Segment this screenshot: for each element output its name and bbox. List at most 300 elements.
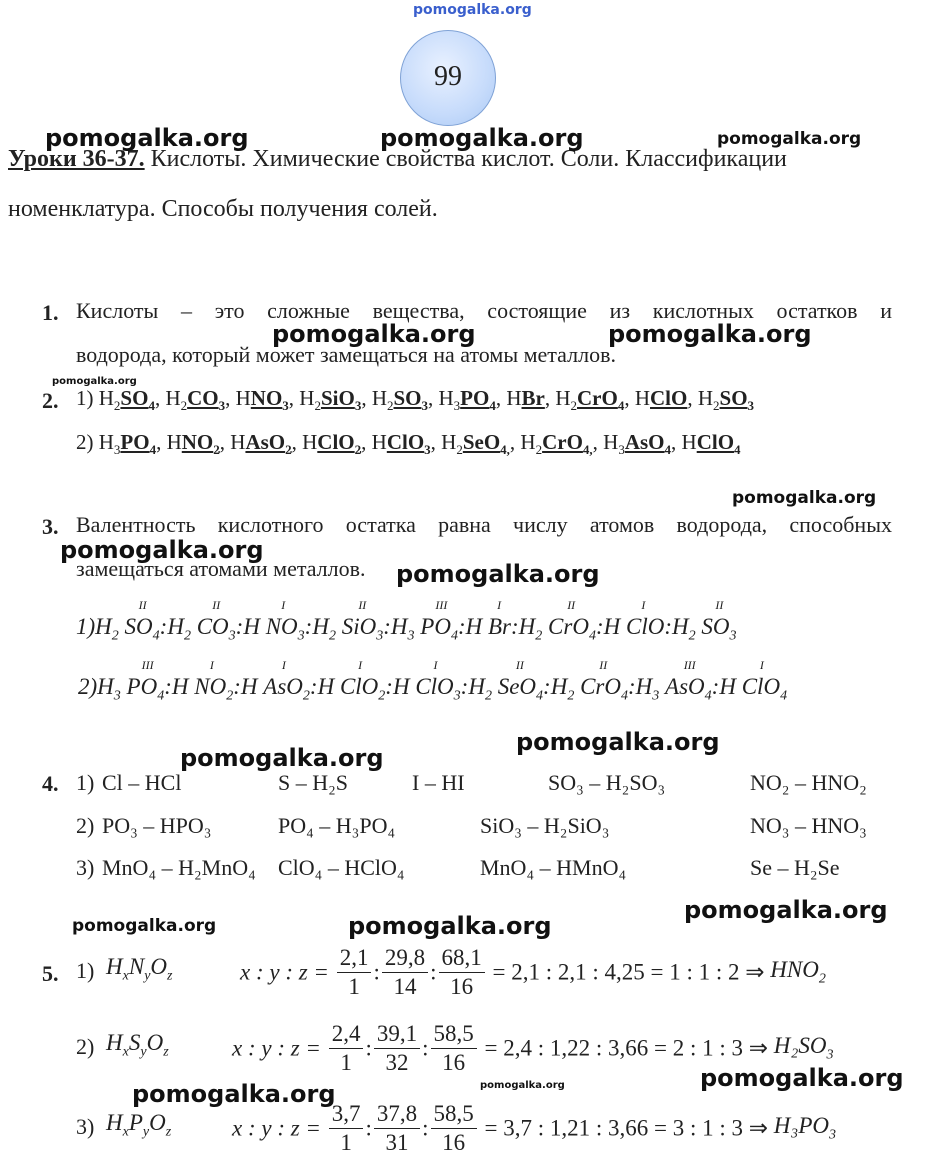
- subscript: 2: [213, 442, 220, 458]
- row-label: 2): [76, 1034, 95, 1059]
- subscript: 2: [386, 398, 394, 414]
- acid-pair: Se – H₂Se: [750, 855, 840, 880]
- residue-text: SO: [701, 614, 730, 639]
- acid-pair: MnO₄ – HMnO₄: [480, 855, 627, 880]
- watermark: pomogalka.org: [272, 320, 476, 348]
- subscript: 2: [713, 398, 720, 414]
- watermark: pomogalka.org: [396, 560, 600, 588]
- acid-valence-formula: [95, 598, 160, 644]
- subscript: 3: [826, 1047, 834, 1063]
- task1-line1: Кислоты – это сложные вещества, состоящие из кислотных остатков и: [76, 298, 892, 323]
- residue-text: SeO: [497, 674, 537, 699]
- result-text: H₂SO: [773, 1033, 827, 1059]
- subscript: 4: [621, 688, 628, 704]
- separator: ,: [291, 430, 303, 454]
- valence-mark: III: [435, 598, 448, 612]
- hydrogen: H: [697, 386, 714, 410]
- subscript: 4: [152, 628, 160, 644]
- task2-row2: [76, 430, 741, 458]
- watermark: pomogalka.org: [348, 912, 552, 940]
- residue-text: ClO: [625, 614, 665, 639]
- acid-valence-formula: [672, 598, 737, 644]
- residue-text: AsO: [624, 430, 665, 454]
- hydrogen: H: [299, 386, 315, 410]
- denominator: 32: [385, 1050, 409, 1075]
- hydrogen: H: [438, 386, 454, 410]
- valence-mark: III: [141, 658, 154, 672]
- hydrogen: H: [95, 614, 112, 639]
- index: y: [142, 1124, 150, 1140]
- numerator: 3,7: [329, 1100, 364, 1129]
- hydrogen: H: [235, 386, 251, 410]
- separator: :: [159, 614, 168, 639]
- separator: ,: [156, 430, 167, 454]
- acid-residue: [181, 430, 220, 458]
- watermark: pomogalka.org: [72, 916, 217, 936]
- watermark: pomogalka.org: [684, 896, 888, 924]
- valence-mark: II: [599, 658, 608, 672]
- hydrogen: H: [230, 430, 246, 454]
- row-label: 1): [76, 958, 95, 983]
- subscript: 3: [729, 628, 737, 644]
- acid-formula: [520, 430, 593, 458]
- denominator: 1: [340, 1050, 352, 1075]
- fraction: [439, 944, 485, 1001]
- separator: ,: [288, 386, 300, 410]
- subscript: 2: [302, 688, 310, 704]
- hydrogen: H: [98, 386, 114, 410]
- fraction: [374, 1020, 420, 1077]
- numerator: 29,8: [382, 944, 428, 973]
- acid-valence-formula: [312, 598, 384, 644]
- acid-pair: PO₃ – HPO₃: [102, 813, 212, 838]
- acid-residue: [420, 598, 458, 645]
- denominator: 16: [442, 1130, 466, 1155]
- hydrogen: H: [312, 614, 329, 639]
- separator: ,: [671, 430, 682, 454]
- subscript: 2: [183, 628, 191, 644]
- valence-mark: II: [138, 598, 147, 612]
- task1-line2: водорода, который может замещаться на атомы металлов.: [76, 342, 616, 367]
- separator: ,: [361, 386, 372, 410]
- subscript: 2: [285, 442, 292, 458]
- general-formula: [106, 954, 172, 985]
- residue-text: ClO: [741, 674, 781, 699]
- subscript: 2: [567, 688, 575, 704]
- residue-text: NO: [265, 614, 298, 639]
- acid-valence-formula: [465, 598, 511, 639]
- subscript: 2: [180, 398, 188, 414]
- acid-formula: [302, 430, 362, 458]
- subscript: 3: [228, 628, 236, 644]
- acid-residue: [320, 386, 362, 414]
- subscript: 3: [282, 398, 289, 414]
- hydrogen: H: [506, 386, 522, 410]
- subscript: 2: [456, 442, 463, 458]
- separator: :: [457, 614, 466, 639]
- watermark: pomogalka.org: [45, 124, 249, 152]
- row-label: 3): [76, 855, 95, 880]
- acid-valence-formula: [550, 658, 628, 704]
- acid-formula: [635, 386, 688, 410]
- acid-pair: SiO₃ – H₂SiO₃: [480, 813, 610, 838]
- acid-pair: MnO₄ – H₂MnO₄: [102, 855, 256, 880]
- acid-residue: [580, 658, 628, 705]
- subscript: 4: [149, 442, 157, 458]
- hydrogen: H: [555, 386, 571, 410]
- index: z: [163, 1044, 169, 1060]
- separator: :: [373, 959, 380, 985]
- acid-valence-formula: [518, 598, 596, 644]
- subscript: 2: [688, 628, 696, 644]
- valence-mark: I: [281, 598, 286, 612]
- separator: :: [460, 674, 469, 699]
- watermark: pomogalka.org: [480, 1080, 565, 1091]
- subscript: 2: [484, 688, 492, 704]
- subscript: 2: [818, 971, 826, 987]
- acid-formula: [371, 386, 428, 414]
- acid-pair: NO₃ – HNO₃: [750, 813, 867, 838]
- acid-residue: [341, 598, 384, 645]
- residue-text: SO: [719, 386, 748, 410]
- acid-pair: SO₃ – H₂SO₃: [548, 770, 666, 795]
- hydrogen: H: [635, 674, 653, 699]
- subscript: 3: [424, 442, 431, 458]
- acid-residue: [194, 658, 234, 705]
- subscript: 3: [218, 398, 226, 414]
- row-label: 1): [76, 614, 96, 639]
- residue-text: NO: [194, 674, 227, 699]
- acid-residue: [665, 658, 712, 705]
- hydrogen: H: [390, 614, 408, 639]
- separator: ,: [219, 430, 231, 454]
- row-label: 1): [76, 386, 99, 410]
- acid-residue: [487, 598, 511, 640]
- ratio-rhs: = 2,4 : 1,22 : 3,66 = 2 : 1 : 3 ⇒: [478, 1035, 774, 1061]
- valence-mark: II: [567, 598, 576, 612]
- element: H: [106, 1030, 123, 1055]
- watermark: pomogalka.org: [132, 1080, 336, 1108]
- residue-text: CrO: [548, 614, 589, 639]
- subscript: 4,: [582, 442, 593, 458]
- element: O: [150, 954, 168, 979]
- watermark: pomogalka.org: [52, 376, 137, 387]
- residue-text: AsO: [665, 674, 705, 699]
- hydrogen: H: [518, 614, 536, 639]
- result-text: HNO: [770, 957, 819, 983]
- subscript: 3: [113, 688, 121, 704]
- hydrogen: H: [468, 674, 485, 699]
- hydrogen: H: [672, 614, 689, 639]
- residue-text: CrO: [577, 386, 618, 410]
- fraction: [431, 1020, 477, 1077]
- subscript: 4: [704, 688, 712, 704]
- subscript: 4: [489, 398, 496, 414]
- hydrogen: H: [719, 674, 736, 699]
- hydrogen: H: [98, 430, 114, 454]
- residue-text: SO: [393, 386, 422, 410]
- hydrogen: H: [97, 674, 114, 699]
- watermark: pomogalka.org: [732, 488, 877, 508]
- separator: :: [164, 674, 172, 699]
- task2-row1: [76, 386, 754, 414]
- subscript: 4: [617, 398, 625, 414]
- acid-residue: [696, 430, 741, 458]
- ratio-rhs: = 2,1 : 2,1 : 4,25 = 1 : 1 : 2 ⇒: [486, 959, 771, 985]
- residue-text: PO: [420, 614, 451, 639]
- separator: ,: [624, 386, 635, 410]
- separator: ,: [430, 430, 442, 454]
- valence-mark: I: [433, 658, 438, 672]
- hydrogen: H: [240, 674, 258, 699]
- watermark: pomogalka.org: [60, 536, 264, 564]
- lesson-title-line2: номенклатура. Способы получения солей.: [8, 196, 438, 222]
- element: O: [149, 1110, 166, 1135]
- task3-line2: замещаться атомами металлов.: [76, 556, 366, 581]
- residue-text: SO: [120, 386, 149, 410]
- fraction: [337, 944, 372, 1001]
- separator: :: [309, 674, 318, 699]
- acid-residue: [577, 386, 625, 414]
- acid-residue: [624, 430, 672, 458]
- acid-valence-formula: [603, 598, 665, 639]
- separator: :: [510, 614, 519, 639]
- acid-valence-formula: [97, 658, 165, 704]
- index: x: [122, 968, 129, 984]
- index: x: [122, 1124, 129, 1140]
- hydrogen: H: [317, 674, 335, 699]
- subscript: 4: [536, 688, 544, 704]
- watermark: pomogalka.org: [380, 124, 584, 152]
- result-formula: [773, 1113, 837, 1143]
- denominator: 16: [450, 974, 474, 999]
- residue-text: ClO: [386, 430, 425, 454]
- fraction: [329, 1020, 364, 1077]
- acid-residue: [120, 430, 157, 458]
- separator: ,: [225, 386, 236, 410]
- numerator: 39,1: [374, 1020, 420, 1049]
- separator: :: [422, 1115, 429, 1141]
- subscript: 4: [780, 688, 788, 704]
- separator: :: [711, 674, 720, 699]
- subscript: 2: [535, 628, 543, 644]
- hydrogen: H: [550, 674, 568, 699]
- numerator: 2,1: [337, 944, 372, 973]
- ratio-rhs: = 3,7 : 1,21 : 3,66 = 3 : 1 : 3 ⇒: [478, 1115, 774, 1141]
- subscript: 4: [664, 442, 672, 458]
- ratio-lhs: x : y : z =: [232, 1035, 327, 1061]
- watermark: pomogalka.org: [717, 129, 862, 149]
- acid-formula: [441, 430, 510, 458]
- acid-residue: [317, 430, 362, 458]
- separator: :: [233, 674, 241, 699]
- valence-mark: I: [759, 658, 764, 672]
- task3-row2: [78, 660, 787, 705]
- denominator: 31: [385, 1130, 409, 1155]
- acid-residue: [245, 430, 292, 458]
- acid-residue: [625, 598, 665, 640]
- numerator: 58,5: [431, 1020, 477, 1049]
- subscript: 3: [113, 442, 121, 458]
- acid-residue: [196, 598, 236, 645]
- element: H: [106, 1110, 123, 1135]
- residue-text: SO: [124, 614, 153, 639]
- acid-residue: [386, 430, 431, 458]
- residue-text: ClO: [415, 674, 454, 699]
- acid-residue: [548, 598, 596, 645]
- general-formula: [106, 1030, 169, 1061]
- residue-text: ClO: [339, 674, 379, 699]
- acid-formula: [165, 386, 226, 414]
- separator: :: [365, 1035, 372, 1061]
- residue-text: AsO: [245, 430, 286, 454]
- separator: ,: [428, 386, 439, 410]
- acid-pair: PO₄ – H₃PO₄: [278, 813, 396, 838]
- acid-residue: [415, 658, 461, 705]
- acid-residue: [650, 386, 687, 410]
- lesson-title-text: Кислоты. Химические свойства кислот. Соли. Классификации: [144, 146, 787, 172]
- subscript: 3: [376, 628, 384, 644]
- watermark: pomogalka.org: [608, 320, 812, 348]
- valence-mark: II: [212, 598, 221, 612]
- valence-mark: I: [641, 598, 646, 612]
- residue-text: NO: [250, 386, 283, 410]
- acid-residue: [542, 430, 593, 458]
- task3-number: 3.: [42, 514, 59, 539]
- element: P: [128, 1110, 143, 1135]
- separator: :: [430, 959, 437, 985]
- subscript: 3: [453, 398, 461, 414]
- residue-text: AsO: [263, 674, 303, 699]
- row-label: 1): [76, 770, 95, 795]
- separator: ,: [495, 386, 507, 410]
- fraction: [374, 1100, 420, 1157]
- subscript: 2: [354, 442, 362, 458]
- residue-text: SiO: [320, 386, 355, 410]
- acid-valence-formula: [392, 658, 461, 704]
- hydrogen: H: [634, 386, 651, 410]
- fraction: [382, 944, 428, 1001]
- numerator: 68,1: [439, 944, 485, 973]
- residue-text: CrO: [542, 430, 583, 454]
- acid-pair: ClO₄ – HClO₄: [278, 855, 405, 880]
- acid-residue: [393, 386, 428, 414]
- residue-text: ClO: [696, 430, 735, 454]
- watermark: pomogalka.org: [180, 744, 384, 772]
- subscript: 2: [111, 628, 119, 644]
- separator: :: [422, 1035, 429, 1061]
- acid-residue: [263, 658, 310, 705]
- subscript: 3: [297, 628, 305, 644]
- acid-formula: [697, 386, 755, 414]
- index: x: [122, 1044, 129, 1060]
- lesson-number: Уроки 36-37.: [8, 146, 145, 172]
- result-text: H₃PO: [773, 1113, 830, 1139]
- element: H: [106, 954, 123, 979]
- subscript: 2: [328, 628, 336, 644]
- acid-residue: [522, 386, 545, 410]
- acid-valence-formula: [167, 598, 236, 644]
- residue-text: CrO: [580, 674, 621, 699]
- valence-mark: II: [715, 598, 724, 612]
- residue-text: SiO: [341, 614, 377, 639]
- row-label: 2): [78, 674, 98, 699]
- hydrogen: H: [165, 386, 181, 410]
- valence-mark: III: [683, 658, 696, 672]
- acid-formula: [98, 430, 157, 458]
- valence-mark: I: [497, 598, 502, 612]
- acid-valence-formula: [390, 598, 458, 644]
- acid-pair: NO₂ – HNO₂: [750, 770, 867, 795]
- acid-residue: [265, 598, 305, 645]
- valence-mark: I: [209, 658, 214, 672]
- ratio-equation: [240, 944, 826, 1001]
- separator: ,: [154, 386, 166, 410]
- residue-text: NO: [181, 430, 214, 454]
- subscript: 3: [453, 688, 461, 704]
- subscript: 2: [226, 688, 234, 704]
- hydrogen: H: [302, 430, 318, 454]
- row-label: 2): [76, 813, 95, 838]
- general-formula: [106, 1110, 171, 1141]
- separator: ,: [361, 430, 372, 454]
- index: z: [167, 968, 173, 984]
- separator: ,: [509, 430, 521, 454]
- acid-pair: Cl – HCl: [102, 770, 182, 795]
- separator: :: [385, 674, 393, 699]
- numerator: 37,8: [374, 1100, 420, 1129]
- row-label: 2): [76, 430, 99, 454]
- acid-valence-formula: [171, 658, 234, 704]
- residue-text: PO: [460, 386, 490, 410]
- acid-valence-formula: [243, 598, 305, 644]
- acid-residue: [719, 386, 755, 414]
- result-formula: [770, 957, 826, 987]
- numerator: 58,5: [431, 1100, 477, 1129]
- valence-mark: I: [281, 658, 286, 672]
- subscript: 3: [407, 628, 415, 644]
- index: y: [140, 1044, 147, 1060]
- task1-number: 1.: [42, 300, 59, 325]
- watermark: pomogalka.org: [516, 728, 720, 756]
- task4-number: 4.: [42, 771, 59, 796]
- subscript: 3: [618, 442, 625, 458]
- ratio-lhs: x : y : z =: [232, 1115, 327, 1141]
- subscript: 3: [829, 1127, 837, 1143]
- ratio-equation: [232, 1100, 836, 1157]
- acid-pair: S – H₂S: [278, 770, 349, 795]
- watermark: pomogalka.org: [700, 1064, 904, 1092]
- acid-formula: [603, 430, 672, 458]
- separator: :: [235, 614, 244, 639]
- subscript: 4: [157, 688, 165, 704]
- separator: :: [543, 674, 551, 699]
- valence-mark: I: [358, 658, 363, 672]
- acid-residue: [497, 658, 544, 705]
- acid-residue: [126, 658, 165, 705]
- subscript: 2: [570, 398, 578, 414]
- subscript: 2: [378, 688, 386, 704]
- hydrogen: H: [603, 430, 619, 454]
- acid-valence-formula: [635, 658, 712, 704]
- subscript: 3: [354, 398, 362, 414]
- acid-residue: [250, 386, 289, 414]
- valence-mark: II: [358, 598, 367, 612]
- hydrogen: H: [167, 614, 184, 639]
- residue-text: CO: [196, 614, 229, 639]
- acid-residue: [741, 658, 788, 705]
- denominator: 1: [348, 974, 360, 999]
